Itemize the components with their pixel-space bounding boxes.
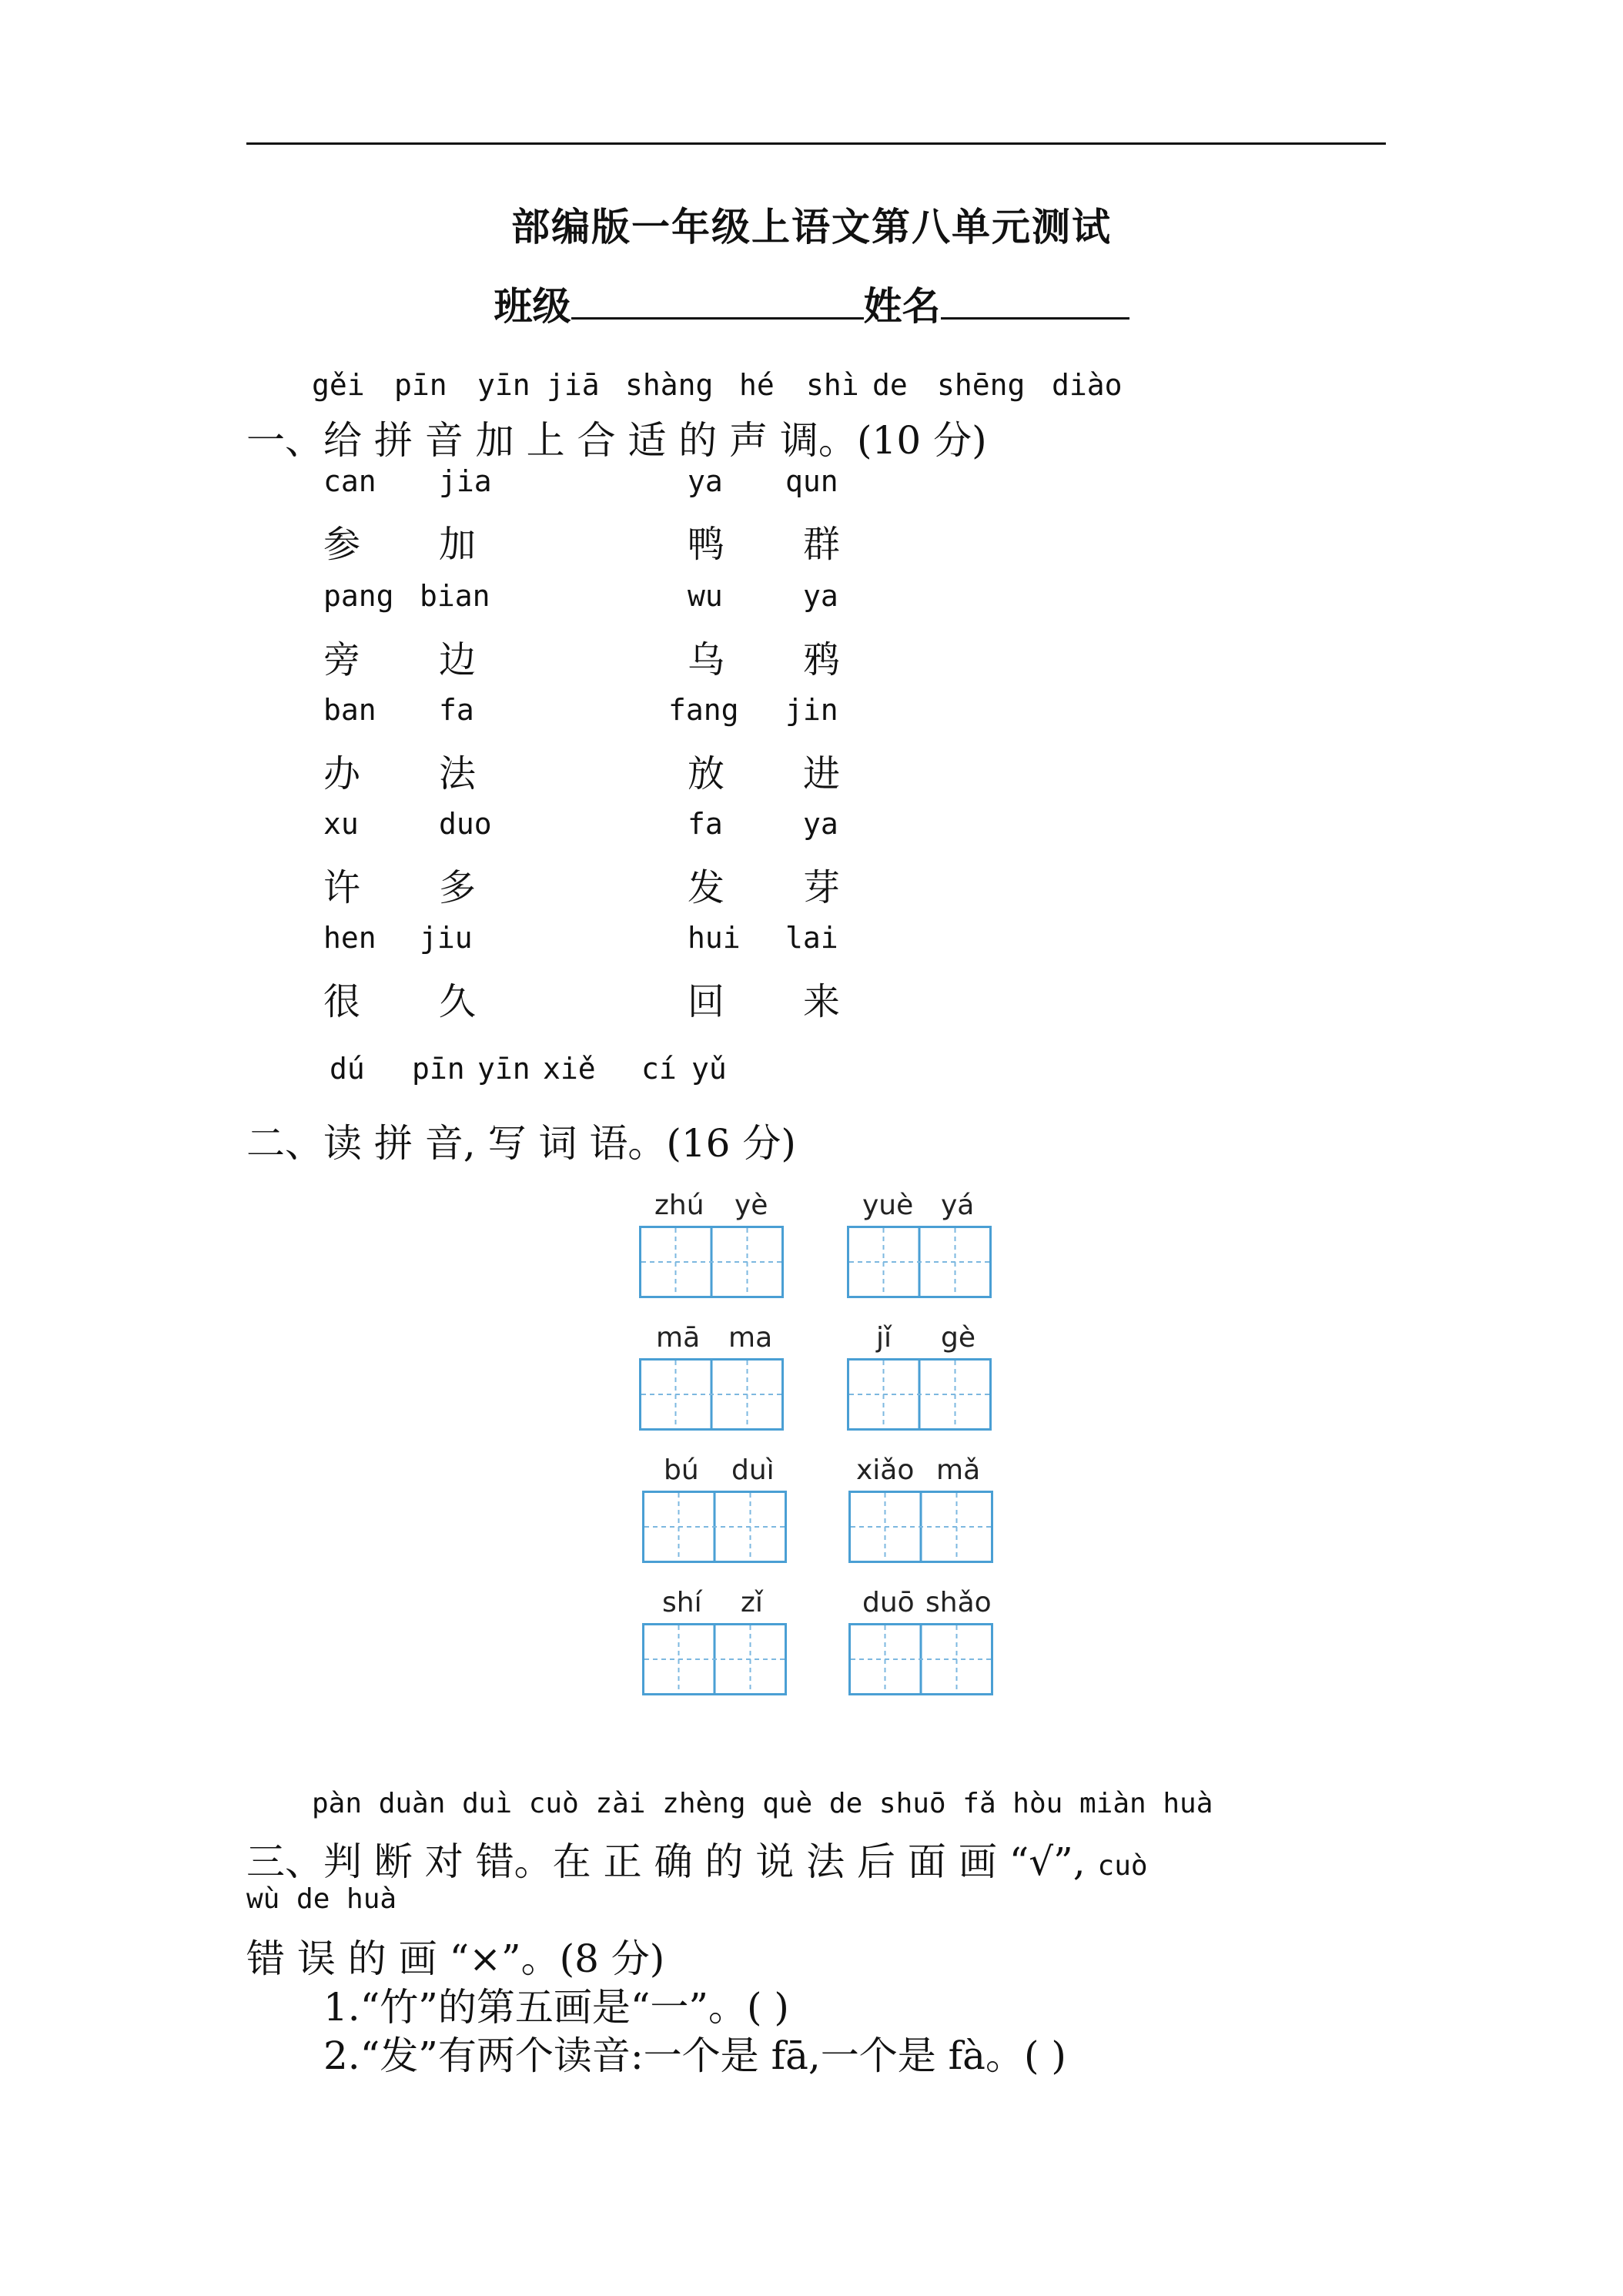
tianzige-writing-grid[interactable] (848, 1491, 993, 1563)
q2-heading: 二、读 拼 音, 写 词 语。(16 分) (246, 1121, 796, 1166)
tianzige-writing-grid[interactable] (642, 1491, 787, 1563)
q1-word-pinyin: hui (688, 921, 741, 955)
q1-word-pinyin: jiu (420, 921, 473, 955)
q1-pinyin: jiā (547, 368, 600, 402)
q1-heading: 一、给 拼 音 加 上 合 适 的 声 调。(10 分) (246, 418, 987, 463)
q1-word-char: 鸦 (803, 638, 841, 681)
q1-word-char: 办 (323, 752, 361, 795)
name-blank (941, 283, 1129, 320)
q2-pinyin: dú (330, 1052, 365, 1086)
grid-pinyin: shǎo (925, 1587, 992, 1618)
tianzige-writing-grid[interactable] (639, 1358, 784, 1431)
q1-word-pinyin: duo (439, 807, 492, 841)
grid-pinyin: mǎ (936, 1454, 981, 1486)
q1-word-pinyin: fang (668, 693, 739, 727)
grid-pinyin: duì (731, 1454, 775, 1486)
q1-word-pinyin: qun (785, 464, 838, 498)
q1-word-char: 鸭 (688, 523, 725, 566)
q3-heading-text: 三、判 断 对 错。在 正 确 的 说 法 后 面 画 “√”, (246, 1839, 1086, 1884)
grid-pinyin: duō (862, 1587, 915, 1618)
grid-pinyin: mā (656, 1322, 701, 1354)
q1-word-char: 来 (803, 980, 841, 1023)
q1-pinyin: de (872, 368, 908, 402)
q1-word-pinyin: hen (323, 921, 376, 955)
q1-word-char: 参 (323, 523, 361, 566)
class-blank (571, 283, 864, 320)
q1-pinyin: shàng (625, 368, 714, 402)
q3-heading-tail-pinyin: cuò (1097, 1850, 1148, 1882)
q1-word-pinyin: ya (803, 579, 838, 613)
q1-word-pinyin: ya (803, 807, 838, 841)
q1-word-char: 多 (439, 866, 477, 909)
grid-pinyin: zhú (654, 1190, 704, 1221)
tianzige-writing-grid[interactable] (642, 1623, 787, 1695)
grid-pinyin: shí (662, 1587, 702, 1618)
q1-word-char: 久 (439, 980, 477, 1023)
class-label: 班级 (494, 284, 571, 329)
q1-pinyin: shēng (937, 368, 1026, 402)
q3-heading-line1 (246, 1831, 1148, 1886)
q1-word-pinyin: jin (785, 693, 838, 727)
page-title: 部编版一年级上语文第八单元测试 (511, 205, 1112, 249)
q3-pinyin-line: pàn duàn duì cuò zài zhèng què de shuō fǎ hòu miàn huà (312, 1788, 1213, 1819)
q1-pinyin: gěi (312, 368, 365, 402)
q3-heading-line2: 错 误 的 画 “×”。(8 分) (246, 1936, 665, 1981)
q1-pinyin: pīn (394, 368, 447, 402)
q2-pinyin: xiě (543, 1052, 596, 1086)
tianzige-writing-grid[interactable] (847, 1226, 992, 1298)
q1-pinyin: hé (739, 368, 775, 402)
grid-pinyin: yè (735, 1190, 768, 1221)
q1-word-char: 法 (439, 752, 477, 795)
tianzige-writing-grid[interactable] (848, 1623, 993, 1695)
q1-word-char: 许 (323, 866, 361, 909)
q1-word-pinyin: fa (439, 693, 474, 727)
q1-word-char: 芽 (803, 866, 841, 909)
grid-pinyin: gè (941, 1322, 975, 1354)
grid-pinyin: zǐ (741, 1587, 763, 1618)
grid-pinyin: xiǎo (856, 1454, 915, 1486)
q3-item-2: 2.“发”有两个读音:一个是 fā,一个是 fà。( ) (323, 2033, 1066, 2078)
q1-pinyin: shì (806, 368, 859, 402)
q2-pinyin: yǔ (691, 1052, 727, 1086)
q1-word-pinyin: jia (439, 464, 492, 498)
q1-word-char: 很 (323, 980, 361, 1023)
q1-word-pinyin: wu (688, 579, 723, 613)
q1-word-char: 旁 (323, 638, 361, 681)
q1-word-pinyin: lai (785, 921, 838, 955)
tianzige-writing-grid[interactable] (847, 1358, 992, 1431)
q1-word-char: 回 (688, 980, 725, 1023)
q1-word-pinyin: ban (323, 693, 376, 727)
q1-word-char: 乌 (688, 638, 725, 681)
q2-pinyin: yīn (477, 1052, 530, 1086)
name-label: 姓名 (863, 284, 941, 329)
q2-pinyin: pīn (412, 1052, 465, 1086)
q1-word-pinyin: can (323, 464, 376, 498)
q1-word-char: 边 (439, 638, 477, 681)
q3-item-1: 1.“竹”的第五画是“一”。( ) (323, 1985, 789, 2030)
q1-word-pinyin: fa (688, 807, 723, 841)
q1-word-pinyin: xu (323, 807, 359, 841)
top-rule (246, 142, 1386, 145)
q1-word-char: 加 (439, 523, 477, 566)
q1-word-pinyin: bian (420, 579, 490, 613)
grid-pinyin: bú (664, 1454, 699, 1486)
tianzige-writing-grid[interactable] (639, 1226, 784, 1298)
q1-pinyin: yīn (477, 368, 530, 402)
q1-word-pinyin: ya (688, 464, 723, 498)
q1-word-pinyin: pang (323, 579, 394, 613)
q1-word-char: 群 (803, 523, 841, 566)
grid-pinyin: ma (728, 1322, 773, 1354)
class-name-line (0, 276, 1623, 331)
grid-pinyin: yá (941, 1190, 975, 1221)
q3-pinyin-line2: wù de huà (246, 1883, 397, 1915)
q1-pinyin: diào (1052, 368, 1123, 402)
q1-word-char: 进 (803, 752, 841, 795)
q1-word-char: 发 (688, 866, 725, 909)
grid-pinyin: yuè (862, 1190, 914, 1221)
q2-pinyin: cí (641, 1052, 677, 1086)
grid-pinyin: jǐ (876, 1322, 892, 1354)
q1-word-char: 放 (688, 752, 725, 795)
